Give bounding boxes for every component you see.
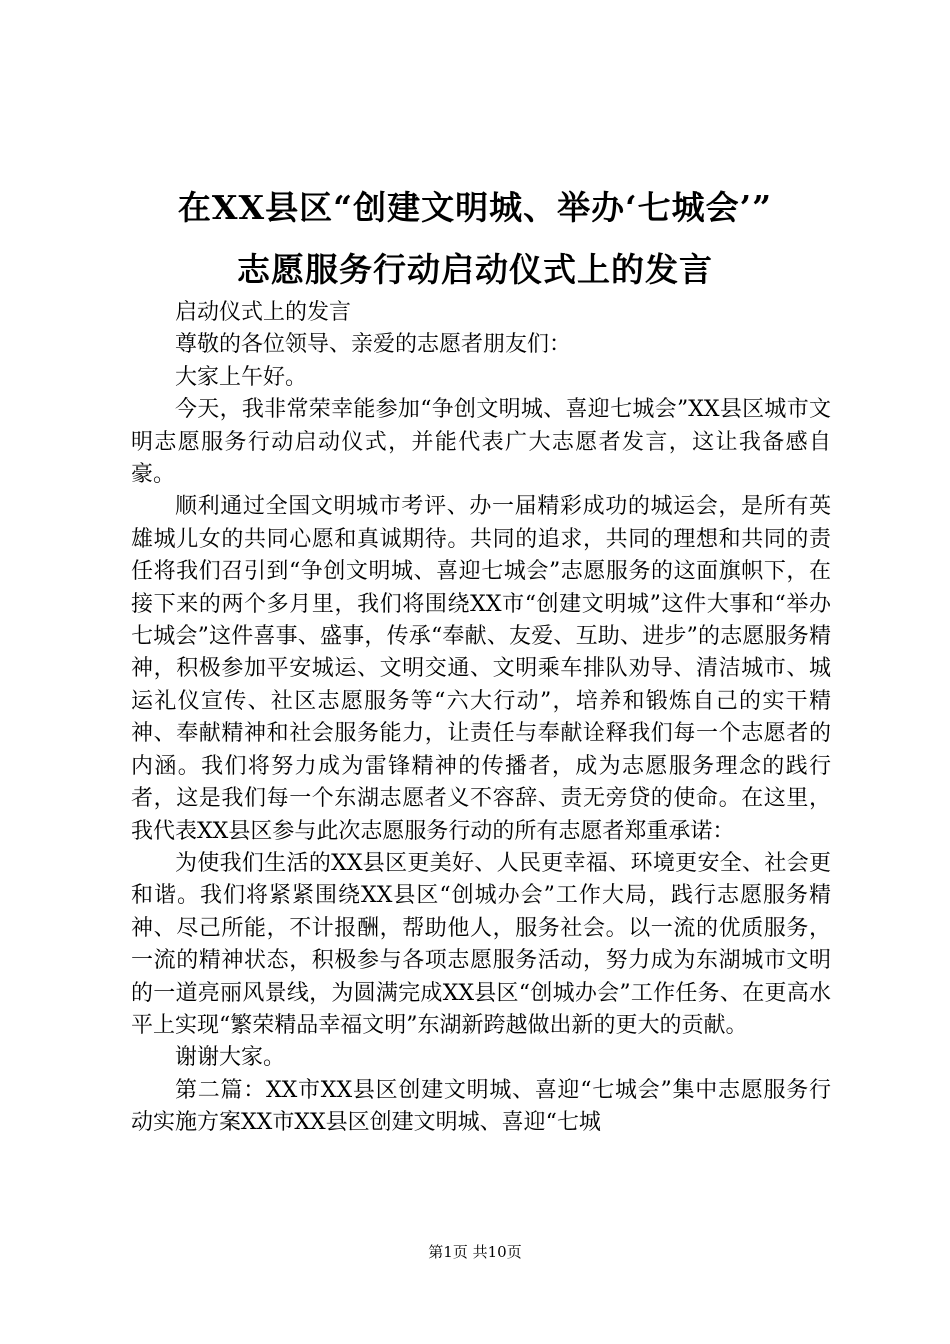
paragraph: 谢谢大家。 — [175, 1045, 286, 1071]
document-title-line-1: 在XX县区“创建文明城、举办‘七城会’” — [177, 188, 773, 227]
paragraph: 第二篇：XX市XX县区创建文明城、喜迎“七城会”集中志愿服务行动实施方案XX市XX县区创建文明城、喜迎“七城 — [131, 1077, 831, 1136]
document-title-line-2: 志愿服务行动启动仪式上的发言 — [237, 250, 713, 289]
paragraph: 今天，我非常荣幸能参加“争创文明城、喜迎七城会”XX县区城市文明志愿服务行动启动仪式，并能代表广大志愿者发言，这让我备感自豪。 — [131, 397, 831, 488]
document-body — [131, 297, 831, 1140]
paragraph: 为使我们生活的XX县区更美好、人民更幸福、环境更安全、社会更和谐。我们将紧紧围绕XX县区“创城办会”工作大局，践行志愿服务精神、尽己所能，不计报酬，帮助他人，服务社会。以一流的优质服务，一流的精神状态，积极参与各项志愿服务活动，努力成为东湖城市文明的一道亮丽风景线，为圆满完成XX县区“创城办会”工作任务、在更高水平上实现“繁荣精品幸福文明”东湖新跨越做出新的更大的贡献。 — [131, 850, 831, 1038]
paragraph: 顺利通过全国文明城市考评、办一届精彩成功的城运会，是所有英雄城儿女的共同心愿和真诚期待。共同的追求，共同的理想和共同的责任将我们召引到“争创文明城、喜迎七城会”志愿服务的这面旗帜下，在接下来的两个多月里，我们将围绕XX市“创建文明城”这件大事和“举办七城会”这件喜事、盛事，传承“奉献、友爱、互助、进步”的志愿服务精神，积极参加平安城运、文明交通、文明乘车排队劝导、清洁城市、城运礼仪宣传、社区志愿服务等“六大行动”，培养和锻炼自己的实干精神、奉献精神和社会服务能力，让责任与奉献诠释我们每一个志愿者的内涵。我们将努力成为雷锋精神的传播者，成为志愿服务理念的践行者，这是我们每一个东湖志愿者义不容辞、责无旁贷的使命。在这里，我代表XX县区参与此次志愿服务行动的所有志愿者郑重承诺： — [131, 494, 831, 844]
page-number-footer: 第1页 共10页 — [428, 1243, 522, 1261]
paragraph: 大家上午好。 — [175, 364, 308, 390]
paragraph: 启动仪式上的发言 — [175, 300, 352, 325]
paragraph: 尊敬的各位领导、亲爱的志愿者朋友们： — [175, 332, 572, 358]
